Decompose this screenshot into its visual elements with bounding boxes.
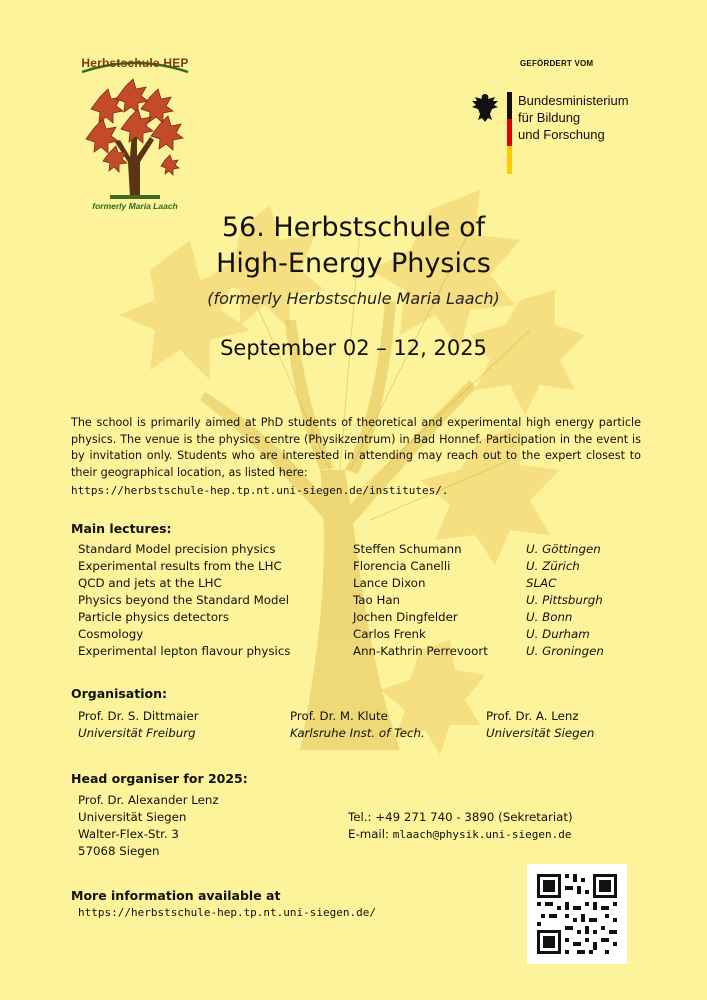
maple-tree-logo xyxy=(70,52,200,222)
lecture-institute: U. Göttingen xyxy=(526,542,601,556)
ministry-line: für Bildung xyxy=(518,110,581,125)
lecture-speaker: Jochen Dingfelder xyxy=(353,610,458,624)
ministry-name xyxy=(518,92,629,143)
head-organiser-heading: Head organiser for 2025: xyxy=(71,771,248,786)
institutes-link[interactable]: https://herbstschule-hep.tp.nt.uni-siegen.de/institutes/ xyxy=(71,484,442,497)
address-line: Prof. Dr. Alexander Lenz xyxy=(78,793,219,807)
address-line: Walter-Flex-Str. 3 xyxy=(78,827,179,841)
lecture-topic: Particle physics detectors xyxy=(78,610,230,624)
organiser-affiliation: Universität Siegen xyxy=(486,726,595,740)
ministry-line: Bundesministerium xyxy=(518,93,629,108)
lecture-speaker: Tao Han xyxy=(353,593,401,607)
organisation-heading: Organisation: xyxy=(71,686,167,701)
telephone: Tel.: +49 271 740 - 3890 (Sekretariat) xyxy=(348,810,573,824)
lecture-topic: Cosmology xyxy=(78,627,144,641)
qr-code[interactable] xyxy=(527,864,627,964)
german-flag-stripe xyxy=(507,92,512,174)
email-line xyxy=(348,827,572,841)
organiser-affiliation: Karlsruhe Inst. of Tech. xyxy=(290,726,425,740)
lecture-speaker: Lance Dixon xyxy=(353,576,426,590)
lecture-institute: U. Durham xyxy=(526,627,590,641)
title-line-2: High-Energy Physics xyxy=(216,248,491,279)
lecture-topic: Physics beyond the Standard Model xyxy=(78,593,289,607)
lecture-topic: Experimental results from the LHC xyxy=(78,559,282,573)
intro-paragraph: The school is primarily aimed at PhD students of theoretical and experimental high energy particle physics. The venue is the physics centre (Physikzentrum) in Bad Honnef. Participation in the event is by invitation only. Students who are interested in attending may reach out to the expert closest to their geographical location, as listed here: xyxy=(71,416,641,479)
lecture-institute: U. Zürich xyxy=(526,559,580,573)
lectures-heading: Main lectures: xyxy=(71,521,172,536)
ministry-line: und Forschung xyxy=(518,127,605,142)
email-label: E-mail: xyxy=(348,827,393,841)
lecture-topic: QCD and jets at the LHC xyxy=(78,576,222,590)
address-line: 57068 Siegen xyxy=(78,844,160,858)
lecture-institute: U. Groningen xyxy=(526,644,604,658)
lecture-topic: Standard Model precision physics xyxy=(78,542,276,556)
lecture-institute: U. Bonn xyxy=(526,610,573,624)
lecture-speaker: Steffen Schumann xyxy=(353,542,462,556)
logo-title: Herbstschule HEP xyxy=(81,56,189,70)
address-line: Universität Siegen xyxy=(78,810,187,824)
logo-subtitle: formerly Maria Laach xyxy=(92,201,178,211)
lecture-institute: SLAC xyxy=(526,576,557,590)
organiser-name: Prof. Dr. A. Lenz xyxy=(486,709,579,723)
lecture-institute: U. Pittsburgh xyxy=(526,593,603,607)
sponsor-label: GEFÖRDERT VOM xyxy=(520,59,594,68)
title-line-1: 56. Herbstschule of xyxy=(221,212,486,243)
url-period: . xyxy=(441,484,449,497)
lecture-speaker: Ann-Kathrin Perrevoort xyxy=(353,644,488,658)
page-title xyxy=(0,210,707,282)
organiser-name: Prof. Dr. M. Klute xyxy=(290,709,388,723)
organiser-affiliation: Universität Freiburg xyxy=(78,726,196,740)
federal-eagle-icon xyxy=(470,92,500,124)
more-info-heading: More information available at xyxy=(71,888,281,903)
lecture-speaker: Florencia Canelli xyxy=(353,559,451,573)
organiser-name: Prof. Dr. S. Dittmaier xyxy=(78,709,199,723)
email-link[interactable]: mlaach@physik.uni-siegen.de xyxy=(392,828,572,841)
event-dates: September 02 – 12, 2025 xyxy=(220,336,487,360)
lecture-speaker: Carlos Frenk xyxy=(353,627,426,641)
subtitle: (formerly Herbstschule Maria Laach) xyxy=(207,289,500,308)
lecture-topic: Experimental lepton flavour physics xyxy=(78,644,291,658)
website-link[interactable]: https://herbstschule-hep.tp.nt.uni-siegen.de/ xyxy=(78,906,377,919)
institutes-link-line xyxy=(71,484,449,497)
